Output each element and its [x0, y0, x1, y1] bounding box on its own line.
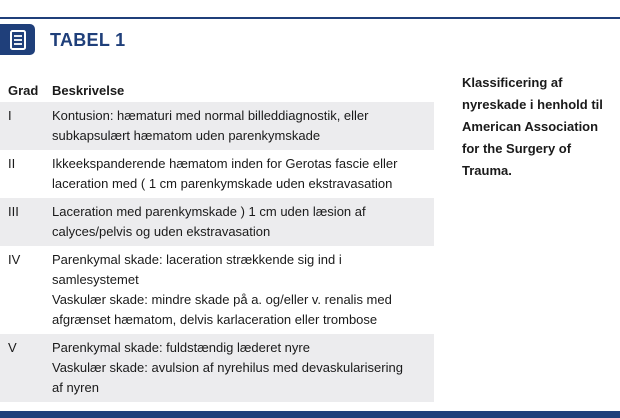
description-cell: [52, 106, 434, 146]
description-cell: [52, 202, 434, 242]
table-caption: Klassificering af nyreskade i henhold til American Association for the Surgery of Trauma.: [462, 75, 603, 178]
description-line: Kontusion: hæmaturi med normal billeddiagnostik, eller subkapsulært hæmatom uden parenkymskade: [52, 108, 369, 143]
table-row: [0, 102, 434, 150]
grade-cell: V: [8, 340, 17, 355]
bottom-rule: [0, 411, 620, 418]
grade-cell: II: [8, 156, 16, 171]
description-line: Vaskulær skade: avulsion af nyrehilus med devaskularisering af nyren: [52, 360, 403, 395]
description-cell: [52, 338, 434, 398]
description-line: Parenkymal skade: fuldstændig læderet nyre: [52, 340, 310, 355]
document-list-icon: [0, 24, 35, 55]
classification-table: [0, 78, 434, 402]
description-cell: [52, 154, 434, 194]
top-rule: [0, 17, 620, 19]
grade-cell: I: [8, 108, 12, 123]
column-header-grade: Grad: [8, 82, 39, 98]
grade-cell: III: [8, 204, 19, 219]
description-cell: [52, 250, 434, 330]
table-row: [0, 198, 434, 246]
grade-cell: IV: [8, 252, 21, 267]
page-title: TABEL 1: [50, 30, 126, 50]
table-row: [0, 246, 434, 334]
description-line: Parenkymal skade: laceration strækkende sig ind i samlesystemet: [52, 252, 342, 287]
description-line: Vaskulær skade: mindre skade på a. og/eller v. renalis med afgrænset hæmatom, delvis karlaceration eller trombose: [52, 292, 392, 327]
description-line: Ikkeekspanderende hæmatom inden for Gerotas fascie eller laceration med ( 1 cm parenkymskade uden ekstravasation: [52, 156, 398, 191]
table-header: [0, 78, 434, 102]
description-line: Laceration med parenkymskade ) 1 cm uden læsion af calyces/pelvis og uden ekstravasation: [52, 204, 366, 239]
table-row: [0, 334, 434, 402]
table-row: [0, 150, 434, 198]
column-header-description: Beskrivelse: [52, 82, 125, 98]
